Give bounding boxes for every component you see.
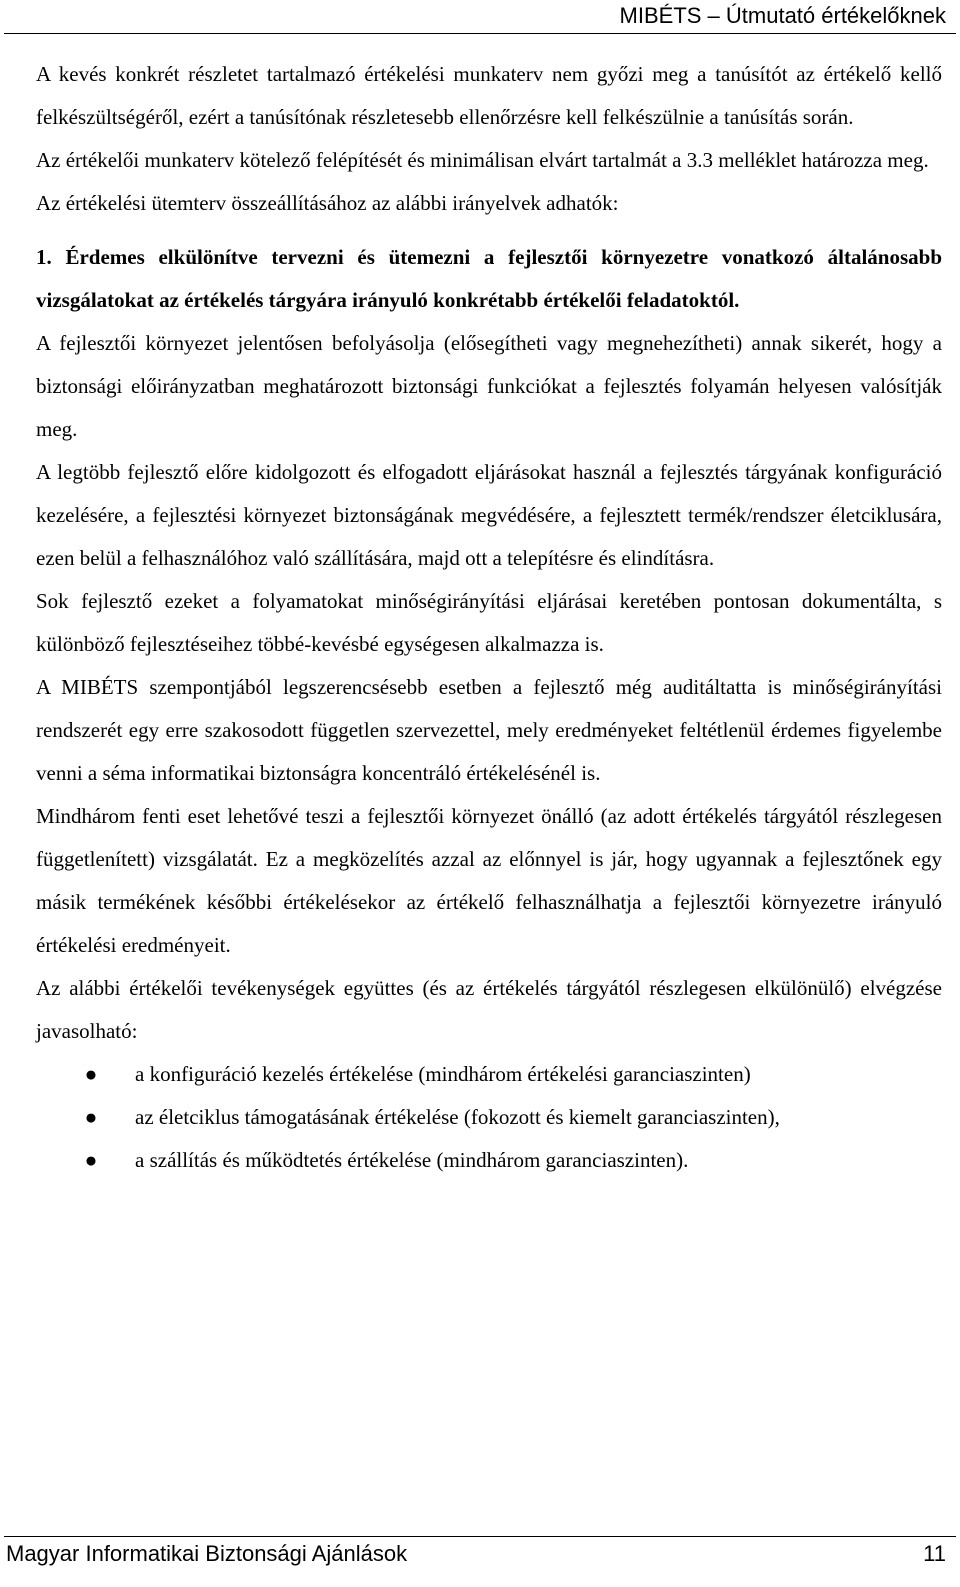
paragraph-workplan-detail: A kevés konkrét részletet tartalmazó értékelési munkaterv nem győzi meg a tanúsítót az értékelő kellő felkészültségéről, ezért a tanúsítónak részletesebb ellenőrzésre kell felkészülnie a tanúsítás során. (36, 62, 942, 129)
list-item (36, 1139, 942, 1182)
paragraph-procedures: A legtöbb fejlesztő előre kidolgozott és elfogadott eljárásokat használ a fejlesztés tárgyának konfiguráció kezelésére, a fejlesztési környezet biztonságának megvédésére, a fejlesztett termék/rendszer életciklusára, ezen belül a felhasználóhoz való szállítására, majd ott a telepítésre és elindításra. (36, 460, 942, 570)
document-body (36, 53, 942, 1182)
page-number: 11 (923, 1541, 946, 1566)
header-title: MIBÉTS – Útmutató értékelőknek (619, 3, 946, 28)
list-item-text: az életciklus támogatásának értékelése (fokozott és kiemelt garanciaszinten), (135, 1105, 780, 1129)
footer-title: Magyar Informatikai Biztonsági Ajánlások (6, 1541, 408, 1566)
guideline-heading-1: 1. Érdemes elkülönítve tervezni és ütemezni a fejlesztői környezetre vonatkozó általánosabb vizsgálatokat az értékelés tárgyára irányuló konkrétabb értékelői feladatoktól. (36, 245, 942, 312)
page-header (0, 0, 960, 34)
header-divider (4, 33, 956, 34)
activity-list (36, 1053, 942, 1182)
footer-divider (4, 1536, 956, 1537)
list-item-text: a konfiguráció kezelés értékelése (mindhárom értékelési garanciaszinten) (135, 1062, 751, 1086)
paragraph-independent-review: Mindhárom fenti eset lehetővé teszi a fejlesztői környezet önálló (az adott értékelés tárgyától részlegesen függetlenített) vizsgálatát. Ez a megközelítés azzal az előnnyel is jár, hogy ugyannak a fejlesztőnek egy másik termékének későbbi értékelésekor az értékelő felhasználhatja a fejlesztői környezetre irányuló értékelési eredményeit. (36, 804, 942, 957)
paragraph-audit: A MIBÉTS szempontjából legszerencsésebb esetben a fejlesztő még auditáltatta is minőségirányítási rendszerét egy erre szakosodott független szervezettel, mely eredményeket feltétlenül érdemes figyelembe venni a séma informatikai biztonságra koncentráló értékelésénél is. (36, 675, 942, 785)
list-item (36, 1053, 942, 1096)
bullet-icon: ● (84, 1105, 98, 1129)
paragraph-recommended-activities: Az alábbi értékelői tevékenységek együttes (és az értékelés tárgyától részlegesen elkülönülő) elvégzése javasolható: (36, 976, 942, 1043)
paragraph-documentation: Sok fejlesztő ezeket a folyamatokat minőségirányítási eljárásai keretében pontosan dokumentálta, s különböző fejlesztéseihez többé-kevésbé egységesen alkalmazza is. (36, 589, 942, 656)
list-item-text: a szállítás és működtetés értékelése (mindhárom garanciaszinten). (135, 1148, 689, 1172)
page-footer (0, 1530, 960, 1587)
paragraph-workplan-structure: Az értékelői munkaterv kötelező felépítését és minimálisan elvárt tartalmát a 3.3 melléklet határozza meg. (36, 148, 929, 172)
paragraph-schedule-guidelines: Az értékelési ütemterv összeállításához az alábbi irányelvek adhatók: (36, 191, 619, 215)
list-item (36, 1096, 942, 1139)
bullet-icon: ● (84, 1062, 98, 1086)
paragraph-dev-environment: A fejlesztői környezet jelentősen befolyásolja (elősegítheti vagy megnehezítheti) annak sikerét, hogy a biztonsági előirányzatban meghatározott biztonsági funkciókat a fejlesztés folyamán helyesen valósítják meg. (36, 331, 942, 441)
bullet-icon: ● (84, 1148, 98, 1172)
